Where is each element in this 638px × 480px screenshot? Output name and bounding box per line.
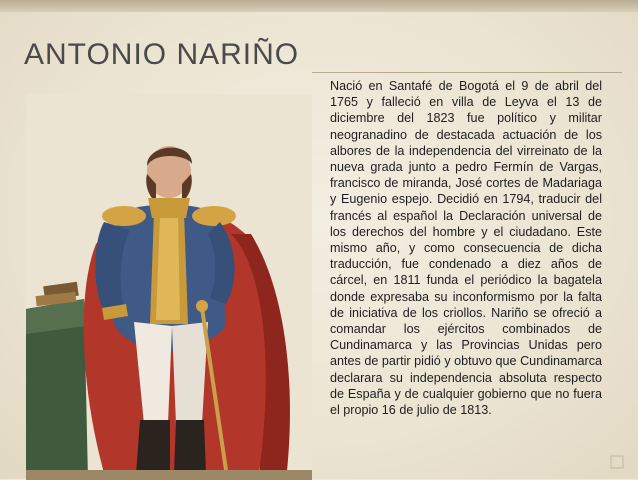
top-decorative-bar xyxy=(0,0,638,12)
portrait-image xyxy=(26,94,312,480)
biography-text: Nació en Santafé de Bogotá el 9 de abril del 1765 y falleció en villa de Leyva el 13 de diciembre del 1823 fue político y militar neogranadino de destacada actuación de los albores de la independencia del virreinato de la nueva grada junto a pedro Fermín de Vargas, francisco de miranda, José cortes de Madariaga y Eugenio espejo. Decidió en 1794, traducir del francés al español la Declaración universal de los derechos del hombre y el ciudadano. Este mismo año, y como consecuencia de dicha traducción, fue condenado a diez años de cárcel, en 1811 funda el periódico la bagatela donde expresaba su inconformismo por la falta de iniciativa de los criollos. Nariño se ofreció a comandar los ejércitos combinados de Cundinamarca y las Provincias Unidas pero antes de partir pidió y obtuvo que Cundinamarca declarara su independencia absoluta respecto de España y de cualquier gobierno que no fuera el propio 16 de julio de 1813. xyxy=(330,79,602,418)
portrait-painting xyxy=(26,94,312,480)
slide-title: ANTONIO NARIÑO xyxy=(24,38,300,71)
corner-decoration-icon xyxy=(610,455,624,469)
title-divider xyxy=(312,72,622,73)
